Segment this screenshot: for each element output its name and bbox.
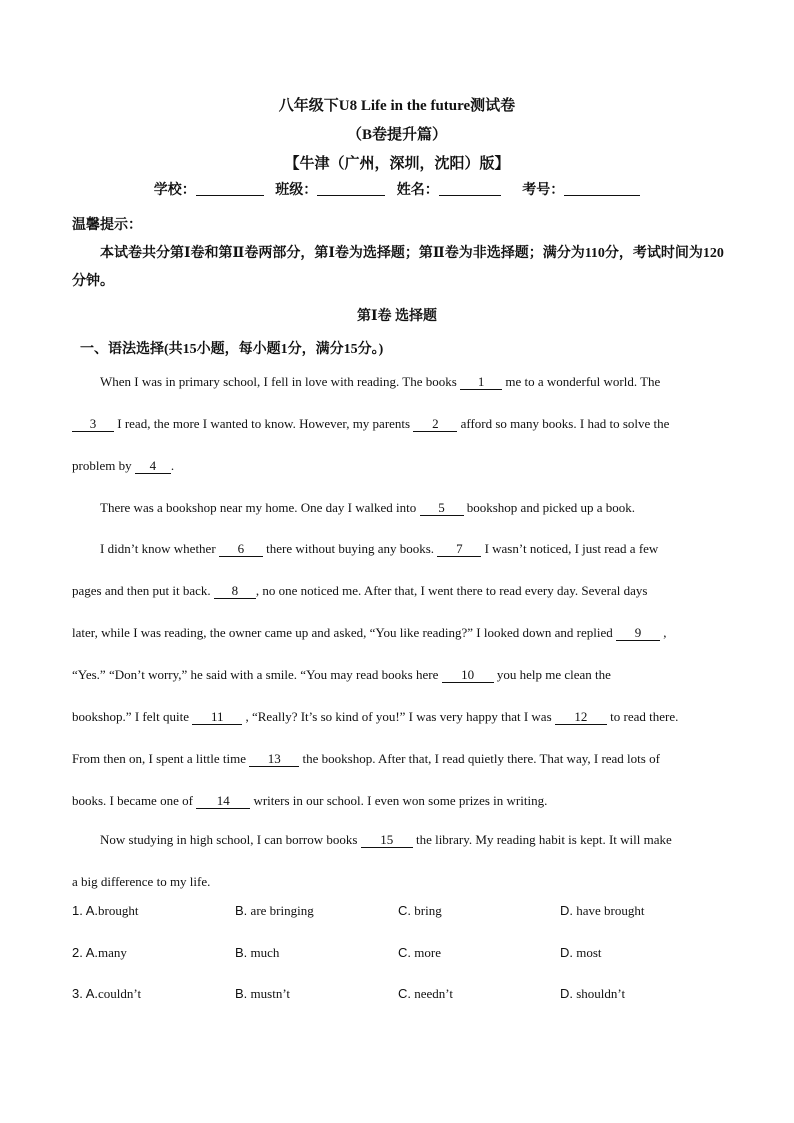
passage-text: Now studying in high school, I can borrow books	[100, 832, 361, 847]
passage-text: there without buying any books.	[262, 541, 438, 556]
blank-5[interactable]: 5	[420, 501, 464, 516]
blank-10[interactable]: 10	[442, 668, 494, 683]
passage-text: bookshop and picked up a book.	[463, 500, 636, 515]
passage-text: later, while I was reading, the owner came up and asked, “You like reading?” I looked down and replied	[72, 625, 616, 640]
option-2d[interactable]: D. most	[560, 945, 602, 960]
blank-13[interactable]: 13	[249, 752, 299, 767]
question-3-options	[72, 986, 732, 1006]
option-3d[interactable]: D. shouldn’t	[560, 986, 626, 1001]
passage-text: When I was in primary school, I fell in love with reading. The books	[100, 374, 461, 389]
passage-text: , no one noticed me. After that, I went there to read every day. Several days	[255, 583, 648, 598]
name-field[interactable]	[439, 182, 501, 196]
blank-7[interactable]: 7	[437, 542, 481, 557]
option-1b[interactable]: B. are bringing	[235, 903, 314, 918]
question-2-options	[72, 945, 732, 965]
blank-11[interactable]: 11	[192, 710, 242, 725]
passage-paragraph-3	[72, 528, 732, 822]
number-label: 考号：	[522, 183, 565, 198]
question-1-options	[72, 903, 732, 923]
passage-text: There was a bookshop near my home. One day I walked into	[100, 500, 420, 515]
option-3a[interactable]: 3. A.couldn’t	[72, 986, 142, 1001]
class-field[interactable]	[317, 182, 385, 196]
passage-text: , “Really? It’s so kind of you!” I was very happy that I was	[242, 709, 555, 724]
passage-text: me to a wonderful world. The	[502, 374, 661, 389]
passage-text: .	[170, 458, 175, 473]
option-1a[interactable]: 1. A.brought	[72, 903, 139, 918]
passage-text: problem by	[72, 458, 135, 473]
option-2c[interactable]: C. more	[398, 945, 441, 960]
name-label: 姓名：	[396, 183, 439, 198]
passage-text: ,	[659, 625, 667, 640]
blank-14[interactable]: 14	[196, 794, 250, 809]
school-field[interactable]	[196, 182, 264, 196]
blank-12[interactable]: 12	[555, 710, 607, 725]
passage-text: I read, the more I wanted to know. However, my parents	[114, 416, 414, 431]
blank-3[interactable]: 3	[72, 417, 114, 432]
passage-text: bookshop.” I felt quite	[72, 709, 193, 724]
passage-text: the bookshop. After that, I read quietly there. That way, I read lots of	[299, 751, 660, 766]
passage-paragraph-1	[72, 361, 732, 487]
passage-text: afford so many books. I had to solve the	[457, 416, 670, 431]
passage-text: you help me clean the	[493, 667, 611, 682]
student-info-line	[0, 179, 794, 199]
passage-text: I didn’t know whether	[100, 541, 219, 556]
blank-8[interactable]: 8	[214, 584, 256, 599]
option-2a[interactable]: 2. A.many	[72, 945, 127, 960]
blank-9[interactable]: 9	[616, 626, 660, 641]
passage-text: the library. My reading habit is kept. It will make	[412, 832, 672, 847]
exam-subtitle: （B卷提升篇）	[346, 127, 447, 143]
passage-text: to read there.	[606, 709, 679, 724]
exam-title: 八年级下U8 Life in the future测试卷	[278, 98, 516, 114]
passage-text: I wasn’t noticed, I just read a few	[481, 541, 659, 556]
passage-text: From then on, I spent a little time	[72, 751, 250, 766]
blank-1[interactable]: 1	[460, 375, 502, 390]
exam-edition: 【牛津（广州，深圳，沈阳）版】	[284, 156, 510, 172]
passage-text: a big difference to my life.	[72, 874, 211, 889]
option-1d[interactable]: D. have brought	[560, 903, 645, 918]
passage-text: writers in our school. I even won some prizes in writing.	[250, 793, 548, 808]
passage-paragraph-2	[72, 487, 732, 529]
passage-text: books. I became one of	[72, 793, 197, 808]
blank-4[interactable]: 4	[135, 459, 171, 474]
option-1c[interactable]: C. bring	[398, 903, 442, 918]
blank-2[interactable]: 2	[413, 417, 457, 432]
notice-text: 本试卷共分第Ⅰ卷和第Ⅱ卷两部分，第Ⅰ卷为选择题；第Ⅱ卷为非选择题；满分为110分，考试时间为120分钟。	[72, 246, 724, 289]
option-3b[interactable]: B. mustn’t	[235, 986, 291, 1001]
blank-15[interactable]: 15	[361, 833, 413, 848]
number-field[interactable]	[564, 182, 640, 196]
option-3c[interactable]: C. needn’t	[398, 986, 453, 1001]
passage-paragraph-4	[72, 819, 732, 903]
notice-title: 温馨提示：	[72, 218, 142, 233]
blank-6[interactable]: 6	[219, 542, 263, 557]
class-label: 班级：	[275, 183, 318, 198]
passage-text: “Yes.” “Don’t worry,” he said with a smile. “You may read books here	[72, 667, 442, 682]
school-label: 学校：	[153, 183, 196, 198]
section-title: 第Ⅰ卷 选择题	[356, 309, 438, 324]
passage-text: pages and then put it back.	[72, 583, 214, 598]
part-title: 一、语法选择(共15小题，每小题1分，满分15分。)	[80, 342, 384, 357]
option-2b[interactable]: B. much	[235, 945, 280, 960]
